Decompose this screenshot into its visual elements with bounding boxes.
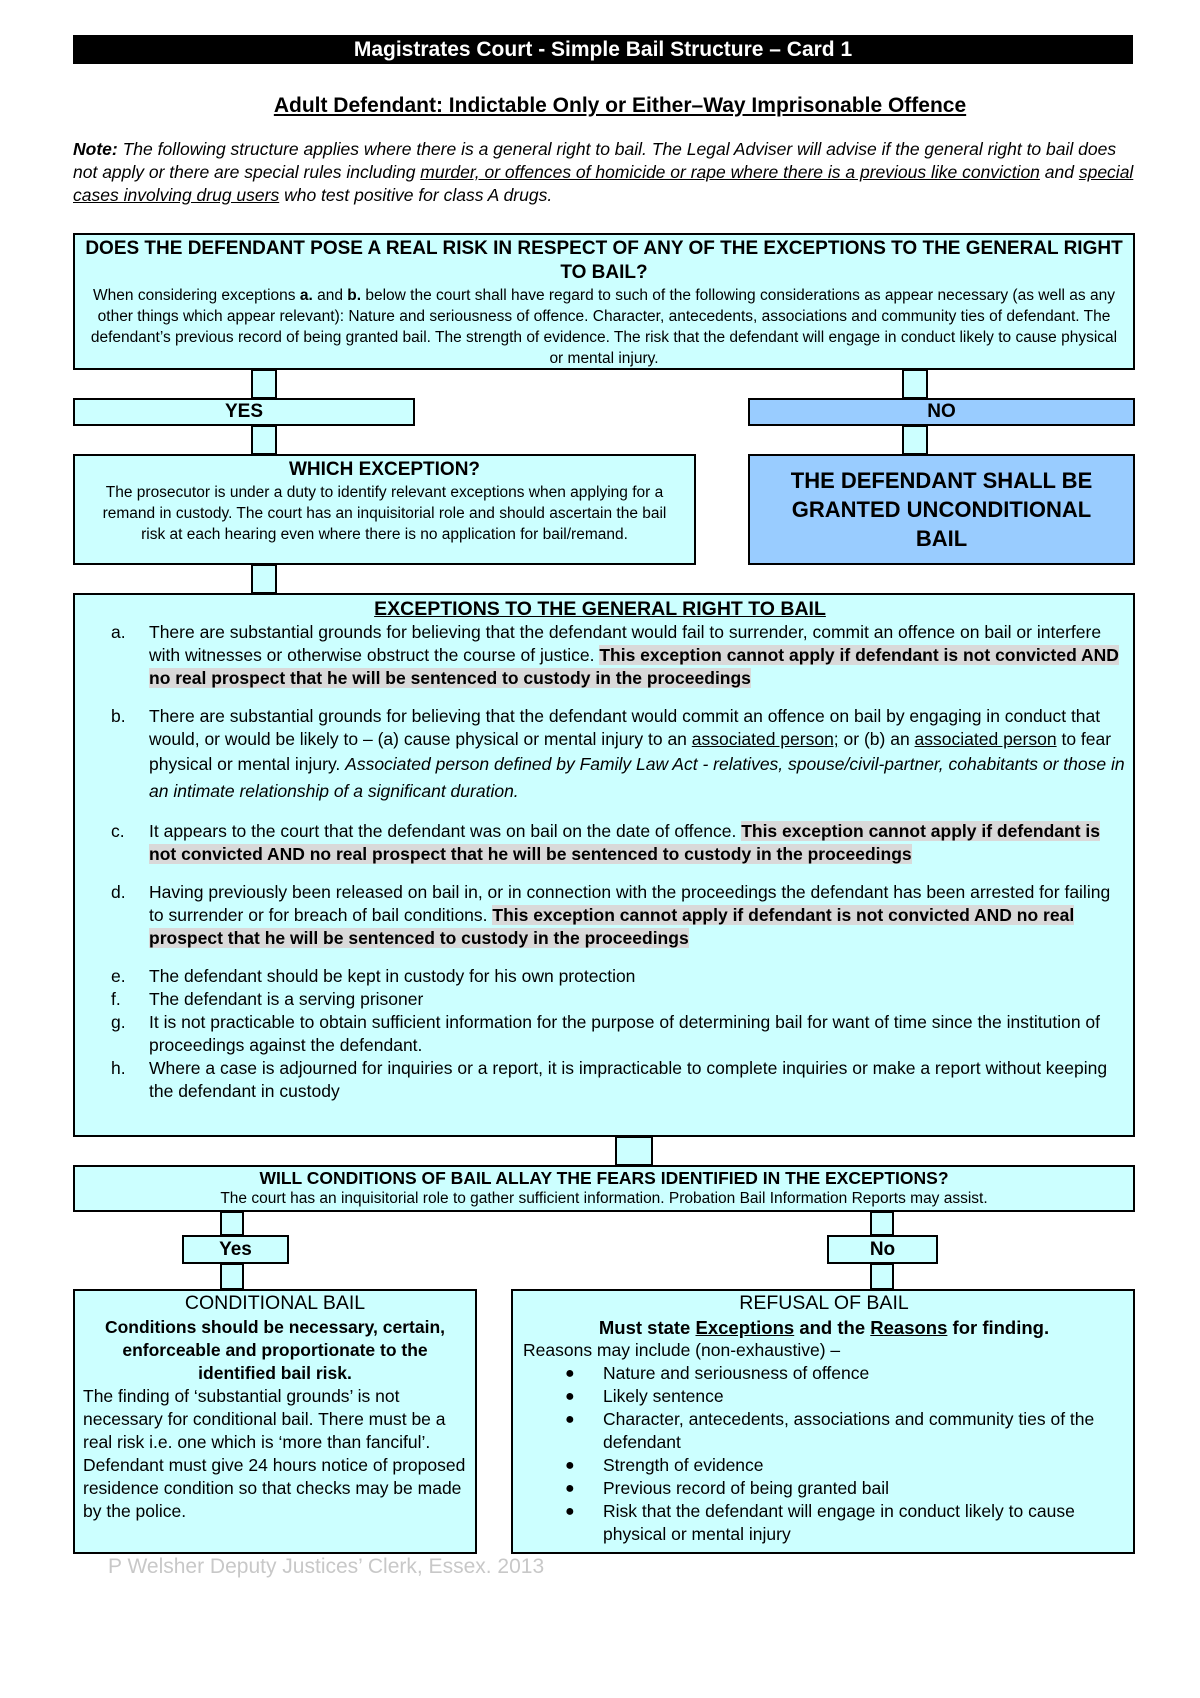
unconditional-bail-box — [748, 454, 1135, 565]
exception-e: e. The defendant should be kept in custody for his own protection — [111, 966, 636, 986]
note-text-2: and — [1039, 162, 1079, 182]
bullet-icon: ● — [565, 1388, 575, 1405]
conditional-bail-body-2: Defendant must give 24 hours notice of proposed residence condition so that checks may be made by the police. — [83, 1455, 466, 1521]
exception-a-cannot-apply: This exception cannot apply if defendant is not convicted AND no real prospect that he will be sentenced to custody in the proceedings — [149, 645, 1119, 688]
refusal-must-state: Must state Exceptions and the Reasons for finding. — [598, 1317, 1050, 1338]
note-label: Note: — [73, 139, 118, 159]
refusal-heading: REFUSAL OF BAIL — [739, 1292, 909, 1314]
conditional-bail-body-1: The finding of ‘substantial grounds’ is not necessary for conditional bail. There must be a real risk i.e. one which is ‘more than fanciful’. — [83, 1386, 446, 1452]
note-text-1: The following structure applies where there is a general right to bail. The Legal Adviser will advise if the general right to bail does not apply or there are special rules including — [73, 139, 1117, 182]
note-text-3: who test positive for class A drugs. — [279, 185, 553, 205]
connector-exceptions-conditions — [615, 1136, 653, 1166]
no-bar: NO — [748, 398, 1135, 426]
conditions-question-heading: WILL CONDITIONS OF BAIL ALLAY THE FEARS IDENTIFIED IN THE EXCEPTIONS? — [259, 1168, 949, 1188]
exception-c: c. It appears to the court that the defendant was on bail on the date of offence. This exception cannot apply if defendant is not convicted AND no real prospect that he will be sentenced to custody in the proceedings — [111, 821, 1100, 864]
connector-yes2-bottom — [220, 1263, 244, 1290]
associated-person-link-2: associated person — [914, 729, 1057, 749]
connector-yes2-top — [220, 1211, 244, 1236]
bullet-icon: ● — [565, 1503, 575, 1520]
bullet-icon: ● — [565, 1411, 575, 1428]
connector-no2-top — [870, 1211, 894, 1236]
connector-yes-top — [251, 369, 277, 399]
exception-c-cannot-apply: This exception cannot apply if defendant is not convicted AND no real prospect that he will be sentenced to custody in the proceedings — [149, 821, 1100, 864]
note-link-murder: murder, or offences of homicide or rape where there is a previous like conviction — [420, 162, 1040, 182]
footer-credit: P Welsher Deputy Justices’ Clerk, Essex. 2013 — [108, 1555, 545, 1578]
connector-no2-bottom — [870, 1263, 894, 1290]
conditions-question-body: The court has an inquisitorial role to gather sufficient information. Probation Bail Information Reports may assist. — [220, 1190, 988, 1207]
risk-question-heading: DOES THE DEFENDANT POSE A REAL RISK IN RESPECT OF ANY OF THE EXCEPTIONS TO THE GENERAL RIGHT TO BAIL? — [85, 238, 1123, 283]
exceptions-heading: EXCEPTIONS TO THE GENERAL RIGHT TO BAIL — [374, 598, 826, 620]
reason-item: ● Previous record of being granted bail — [565, 1478, 890, 1498]
note-link-drug-users: special cases involving drug users — [73, 162, 1134, 205]
exception-d: d. Having previously been released on bail in, or in connection with the proceedings the defendant has been arrested for failing to surrender or for breach of bail conditions. This exception cannot apply if defendant is not convicted AND no real prospect that he will be sentenced to custody in the proceedings — [111, 882, 1111, 948]
connector-no-bottom — [902, 425, 928, 455]
conditional-bail-heading: CONDITIONAL BAIL — [184, 1292, 366, 1314]
note-paragraph — [73, 138, 1138, 207]
refusal-exceptions-word: Exceptions — [695, 1317, 795, 1338]
exception-a-text: There are substantial grounds for believing that the defendant would fail to surrender, commit an offence on bail or interfere with witnesses or otherwise obstruct the course of justice. — [149, 622, 1102, 665]
reason-item: ● Strength of evidence — [565, 1455, 764, 1475]
exception-f: f. The defendant is a serving prisoner — [111, 989, 424, 1009]
exception-h: h. Where a case is adjourned for inquiries or a report, it is impracticable to complete inquiries or make a report without keeping the defendant in custody — [111, 1058, 1108, 1101]
exception-a-letter: a. — [111, 622, 126, 642]
exception-c-letter: c. — [111, 821, 125, 841]
conditions-question-box — [73, 1165, 1135, 1212]
bullet-icon: ● — [565, 1365, 575, 1382]
which-exception-box — [73, 454, 696, 565]
associated-person-link-1: associated person; — [691, 729, 839, 749]
connector-which-exceptions — [251, 564, 277, 594]
refusal-of-bail-box — [511, 1289, 1135, 1554]
risk-question-body: When considering exceptions a. and b. below the court shall have regard to such of the following considerations as appear necessary (as well as any other things which appear relevant): Nature and seriousness of offence. Character, antecedents, associations and community ties of defendant. The defendant’s previous record of being granted bail. The strength of evidence. The risk that the defendant will engage in conduct likely to cause physical or mental injury. — [90, 287, 1118, 367]
reason-item: ● Risk that the defendant will engage in conduct likely to cause physical or mental injury — [565, 1501, 1075, 1544]
reason-item: ● Character, antecedents, associations and community ties of the defendant — [565, 1409, 1095, 1452]
exception-b-letter: b. — [111, 706, 126, 726]
page-subtitle — [0, 94, 1200, 118]
page-title: Magistrates Court - Simple Bail Structure – Card 1 — [73, 35, 1133, 64]
exception-d-cannot-apply: This exception cannot apply if defendant is not convicted AND no real prospect that he will be sentenced to custody in the proceedings — [149, 905, 1075, 948]
reason-item: ● Nature and seriousness of offence — [565, 1363, 870, 1383]
exception-b: b. There are substantial grounds for believing that the defendant would commit an offence on bail by engaging in conduct that would, or would be likely to – (a) cause physical or mental injury to an associated person; or (b) an associated person to fear physical or mental injury. Associated person defined by Family Law Act - relatives, spouse/civil-partner, cohabitants or those in an intimate relationship of a significant duration. — [111, 706, 1125, 801]
conditional-bail-requirement: Conditions should be necessary, certain, enforceable and proportionate to the identified bail risk. — [104, 1317, 446, 1383]
reason-item: ● Likely sentence — [565, 1386, 724, 1406]
refusal-intro: Reasons may include (non-exhaustive) – — [523, 1340, 841, 1360]
no2-box: No — [827, 1235, 938, 1264]
yes2-box: Yes — [182, 1235, 289, 1264]
connector-yes-bottom — [251, 425, 277, 455]
unconditional-bail-text: THE DEFENDANT SHALL BE GRANTED UNCONDITIONAL BAIL — [790, 468, 1093, 551]
refusal-reasons-word: Reasons — [870, 1317, 948, 1338]
exceptions-box — [73, 593, 1135, 1137]
exception-a — [75, 621, 1125, 690]
refusal-reasons-list — [523, 1362, 1125, 1546]
which-exception-heading: WHICH EXCEPTION? — [288, 459, 481, 480]
associated-person-definition: Associated person defined by Family Law Act - relatives, spouse/civil-partner, cohabitants or those in an intimate relationship of a significant duration. — [149, 754, 1125, 801]
which-exception-body: The prosecutor is under a duty to identify relevant exceptions when applying for a remand in custody. The court has an inquisitorial role and should ascertain the bail risk at each hearing even where there is no application for bail/remand. — [102, 484, 667, 543]
bullet-icon: ● — [565, 1480, 575, 1497]
subtitle-text: Adult Defendant: Indictable Only or Either–Way Imprisonable Offence — [273, 94, 967, 117]
exception-g: g. It is not practicable to obtain sufficient information for the purpose of determining bail for want of time since the institution of proceedings against the defendant. — [111, 1012, 1101, 1055]
connector-no-top — [902, 369, 928, 399]
conditional-bail-box — [73, 1289, 477, 1554]
risk-question-box — [73, 233, 1135, 370]
yes-bar: YES — [73, 398, 415, 426]
bullet-icon: ● — [565, 1457, 575, 1474]
exception-d-letter: d. — [111, 882, 126, 902]
